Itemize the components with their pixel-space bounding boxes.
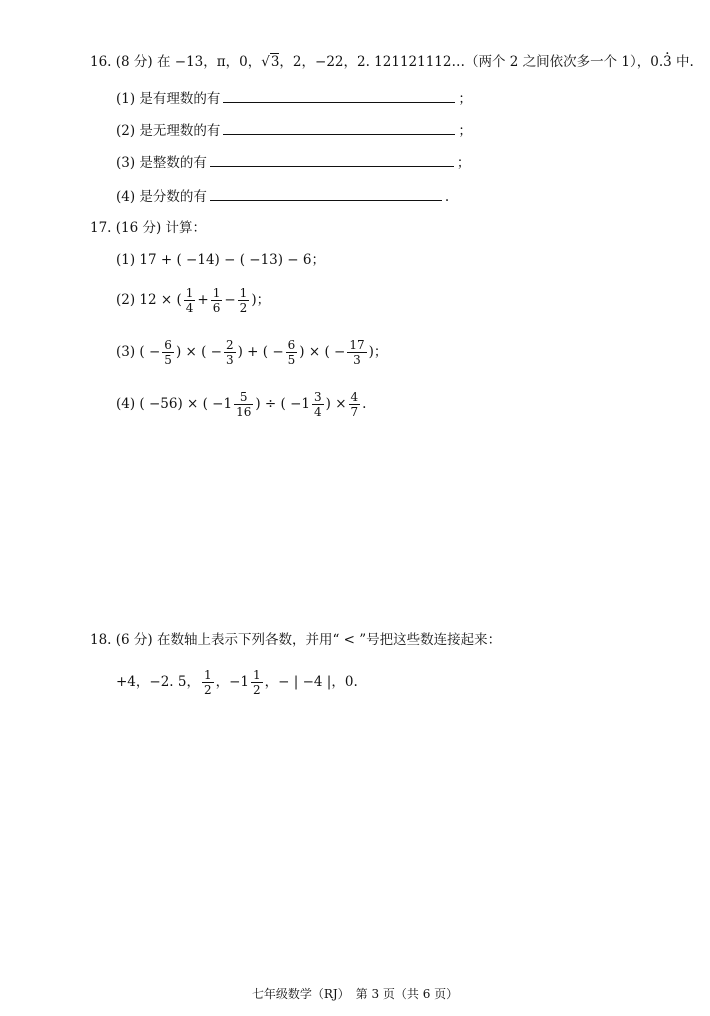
q16-item-3 bbox=[116, 152, 470, 173]
expr-text: ) × ( − bbox=[175, 344, 222, 360]
sqrt-argument: 3 bbox=[270, 54, 280, 70]
fraction bbox=[162, 338, 174, 367]
q16-item-4 bbox=[116, 186, 449, 207]
fraction bbox=[202, 668, 214, 697]
q16-item-label: (1) 是有理数的有 bbox=[116, 91, 221, 107]
denominator: 4 bbox=[314, 405, 322, 419]
numerator: 1 bbox=[253, 668, 261, 682]
expr-text: ，− | −4 |，0. bbox=[264, 674, 358, 690]
q17-part-4 bbox=[116, 390, 366, 419]
q18-stem: 18. (6 分) 在数轴上表示下列各数，并用“ < ”号把这些数连接起来： bbox=[90, 632, 502, 648]
expr-text: ，−1 bbox=[215, 674, 250, 690]
numerator: 1 bbox=[239, 286, 248, 300]
q17-part-3 bbox=[116, 338, 387, 367]
q17-part-1: (1) 17 + ( −14) − ( −13) − 6； bbox=[116, 252, 325, 268]
expr-text: +4，−2. 5， bbox=[116, 674, 200, 690]
numerator: 17 bbox=[349, 338, 365, 352]
numerator: 2 bbox=[225, 338, 234, 352]
denominator: 6 bbox=[212, 301, 221, 315]
denominator: 4 bbox=[185, 301, 194, 315]
q18-numbers bbox=[116, 668, 358, 697]
q16-item-label: (2) 是无理数的有 bbox=[116, 123, 221, 139]
q16-item-end: ； bbox=[458, 91, 472, 107]
numerator: 1 bbox=[203, 668, 212, 682]
answer-blank[interactable] bbox=[210, 186, 442, 201]
denominator: 16 bbox=[236, 405, 252, 419]
expr-text: ) + ( − bbox=[237, 344, 284, 360]
fraction bbox=[312, 390, 324, 419]
q16-item-end: ； bbox=[458, 123, 472, 139]
q16-item-label: (4) 是分数的有 bbox=[116, 189, 207, 205]
denominator: 2 bbox=[203, 683, 212, 697]
denominator: 5 bbox=[287, 353, 296, 367]
expr-text: . bbox=[362, 396, 367, 412]
q16-item-label: (3) 是整数的有 bbox=[116, 155, 207, 171]
denominator: 3 bbox=[225, 353, 234, 367]
expr-text: (4) ( −56) × ( −1 bbox=[116, 396, 233, 412]
fraction bbox=[286, 338, 298, 367]
numerator: 1 bbox=[212, 286, 221, 300]
q16-stem-prefix: 16. (8 分) 在 −13，π，0， bbox=[90, 54, 262, 70]
expr-text: ) × bbox=[325, 396, 347, 412]
q16-item-end: ； bbox=[456, 155, 471, 171]
denominator: 2 bbox=[253, 683, 261, 697]
q16-item-end: . bbox=[444, 189, 450, 205]
numerator: 4 bbox=[350, 390, 359, 404]
page-footer: 七年级数学（RJ） 第 3 页（共 6 页） bbox=[251, 987, 459, 1001]
denominator: 7 bbox=[350, 405, 359, 419]
q16-stem-suffix: 中. bbox=[671, 54, 694, 70]
q16-item-1 bbox=[116, 88, 472, 109]
fraction bbox=[184, 286, 196, 315]
denominator: 2 bbox=[239, 301, 248, 315]
fraction bbox=[347, 338, 366, 367]
fraction bbox=[211, 286, 223, 315]
expr-text: (3) ( − bbox=[116, 344, 161, 360]
q16-item-2 bbox=[116, 120, 472, 141]
expr-text: (2) 12 × ( bbox=[116, 292, 182, 308]
sqrt-sign: √ bbox=[261, 54, 270, 70]
q16-stem-middle: ，2，−22，2. 121121112…（两个 2 之间依次多一个 1），0. bbox=[279, 54, 664, 70]
fraction bbox=[238, 286, 250, 315]
q17-stem: 17. (16 分) 计算： bbox=[90, 220, 207, 236]
q17-part-2 bbox=[116, 286, 270, 315]
answer-blank[interactable] bbox=[223, 88, 455, 103]
numerator: 6 bbox=[164, 338, 172, 352]
fraction bbox=[251, 668, 263, 697]
numerator: 5 bbox=[234, 390, 253, 405]
expr-text: )； bbox=[368, 344, 388, 360]
numerator: 3 bbox=[314, 390, 322, 404]
expr-text: + bbox=[197, 292, 209, 308]
denominator: 3 bbox=[353, 353, 361, 367]
answer-blank[interactable] bbox=[210, 152, 454, 167]
fraction bbox=[349, 390, 361, 419]
repeating-digit: · 3 bbox=[663, 54, 672, 70]
expr-text: − bbox=[224, 292, 236, 308]
answer-blank[interactable] bbox=[223, 120, 455, 135]
numerator: 6 bbox=[287, 338, 296, 352]
denominator: 5 bbox=[164, 353, 172, 367]
fraction bbox=[224, 338, 236, 367]
q16-stem bbox=[90, 52, 694, 72]
expr-text: )； bbox=[251, 292, 271, 308]
numerator: 1 bbox=[185, 286, 194, 300]
expr-text: ) × ( − bbox=[299, 344, 346, 360]
fraction bbox=[234, 390, 253, 419]
expr-text: ) ÷ ( −1 bbox=[255, 396, 310, 412]
